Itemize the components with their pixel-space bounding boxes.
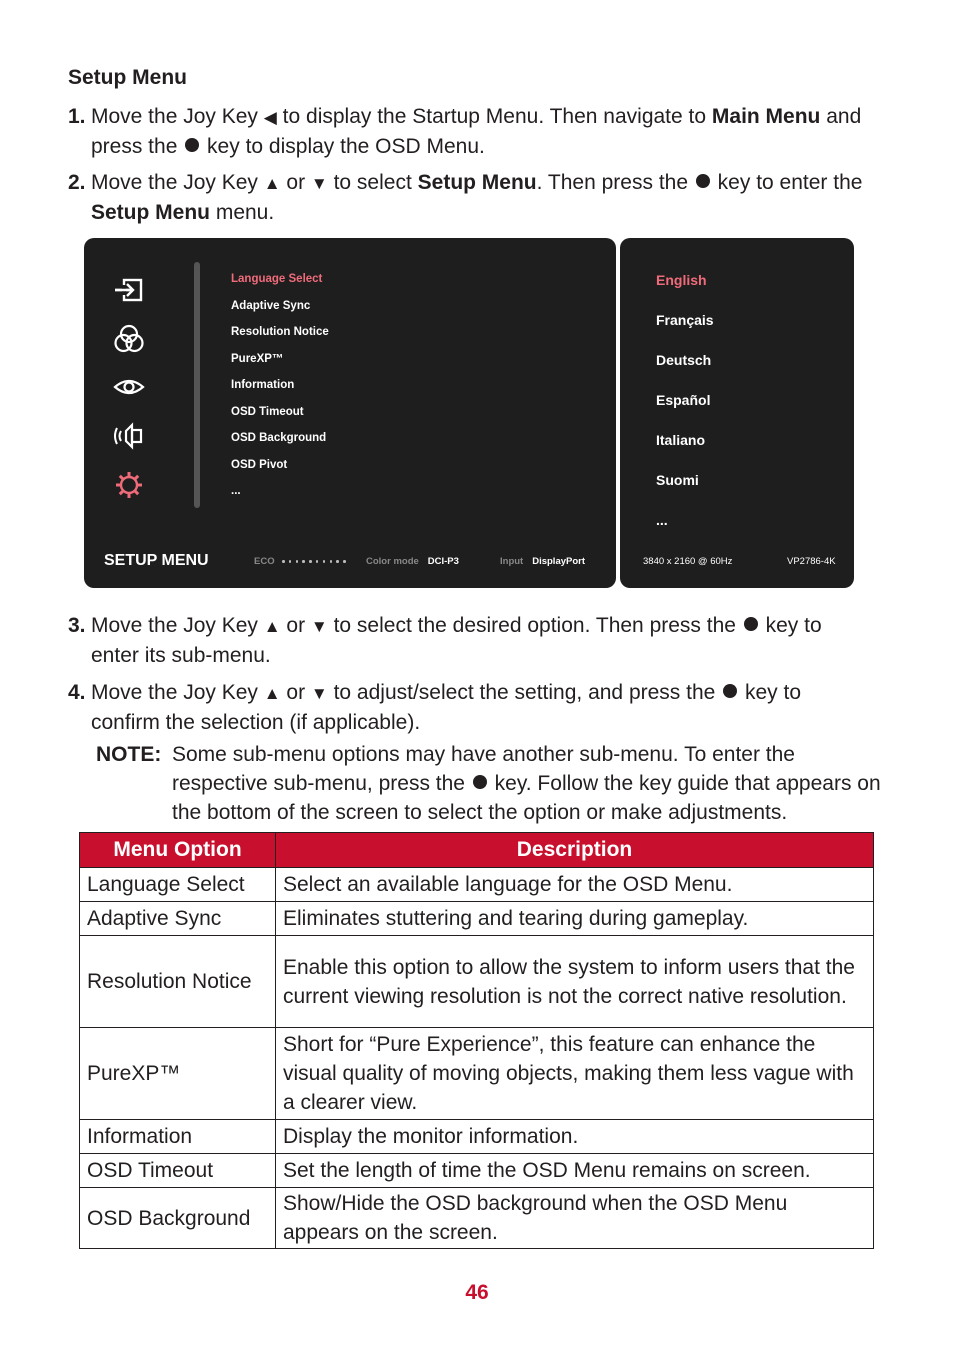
note-text: Some sub-menu options may have another sub-menu. To enter the respective sub-menu, press the	[172, 743, 795, 795]
option-cell: OSD Background	[80, 1188, 276, 1249]
note-text: key. Follow the key guide that appears on the bottom of the screen to select the option or make adjustments.	[172, 772, 881, 824]
step-text: and press the	[91, 105, 862, 158]
section-title: Setup Menu	[68, 66, 187, 89]
step-emphasis: Main Menu	[711, 105, 821, 128]
osd-item-purexp[interactable]: PureXP™	[231, 352, 284, 365]
step-text: Move the Joy Key	[91, 171, 264, 194]
down-arrow-icon: ▼	[310, 684, 328, 703]
language-option[interactable]: Français	[656, 312, 714, 328]
option-cell: Information	[80, 1120, 276, 1154]
press-key-icon	[696, 174, 710, 188]
language-option[interactable]: English	[656, 272, 707, 288]
step-text: key to enter the	[711, 171, 863, 194]
input-status	[500, 556, 585, 567]
option-cell: Language Select	[80, 868, 276, 902]
table-row	[80, 902, 874, 936]
table-row	[80, 1028, 874, 1120]
osd-item-language-select[interactable]: Language Select	[231, 273, 323, 285]
step-text: to display the Startup Menu. Then navigate to	[276, 105, 712, 128]
description-cell: Select an available language for the OSD Menu.	[276, 868, 874, 902]
table-row	[80, 1154, 874, 1188]
step-number: 2.	[68, 171, 86, 194]
table-row	[80, 1120, 874, 1154]
setup-gear-icon[interactable]	[112, 468, 146, 502]
eye-icon[interactable]	[112, 370, 146, 404]
step-text: or	[280, 614, 311, 637]
step-text: Move the Joy Key	[91, 681, 264, 704]
description-cell: Set the length of time the OSD Menu remains on screen.	[276, 1154, 874, 1188]
option-cell: PureXP™	[80, 1028, 276, 1120]
description-cell: Eliminates stuttering and tearing during gameplay.	[276, 902, 874, 936]
option-cell: OSD Timeout	[80, 1154, 276, 1188]
press-key-icon	[185, 138, 199, 152]
step-number: 3.	[68, 614, 86, 637]
option-cell: Resolution Notice	[80, 936, 276, 1028]
note-label: NOTE:	[96, 743, 162, 766]
step-emphasis: Setup Menu	[417, 171, 537, 194]
table-header: Description	[276, 833, 874, 868]
table-row	[80, 936, 874, 1028]
step-text: key to display the OSD Menu.	[201, 135, 485, 158]
input-value: DisplayPort	[532, 556, 586, 567]
step-text: Move the Joy Key	[91, 614, 264, 637]
step-text: or	[280, 171, 311, 194]
up-arrow-icon: ▲	[263, 684, 281, 703]
description-cell: Enable this option to allow the system to inform users that the current viewing resolution is not the correct native resolution.	[276, 936, 874, 1028]
osd-item-resolution-notice[interactable]: Resolution Notice	[231, 326, 329, 338]
step-number: 1.	[68, 105, 86, 128]
input-label: Input	[500, 556, 524, 567]
step-emphasis: Setup Menu	[91, 201, 210, 224]
color-mode-value: DCI-P3	[427, 556, 459, 567]
table-row	[80, 868, 874, 902]
osd-item-osd-timeout[interactable]: OSD Timeout	[231, 405, 304, 418]
step-text: Move the Joy Key	[91, 105, 264, 128]
language-option[interactable]: Suomi	[656, 472, 699, 488]
up-arrow-icon: ▲	[263, 174, 281, 193]
audio-icon[interactable]	[112, 419, 146, 453]
osd-main-panel	[84, 238, 616, 588]
osd-menu-list	[231, 273, 329, 512]
description-cell: Short for “Pure Experience”, this feature can enhance the visual quality of moving objects, making them less vague with a clearer view.	[276, 1028, 874, 1120]
color-mode-status	[366, 556, 459, 567]
step-text: menu.	[210, 201, 275, 224]
eco-label: ECO	[254, 556, 275, 567]
up-arrow-icon: ▲	[263, 617, 281, 636]
language-option[interactable]: ...	[656, 512, 668, 528]
table-header: Menu Option	[80, 833, 276, 868]
osd-item-more[interactable]: ...	[231, 485, 241, 497]
step-text: to select	[327, 171, 418, 194]
press-key-icon	[723, 684, 737, 698]
option-cell: Adaptive Sync	[80, 902, 276, 936]
language-option[interactable]: Deutsch	[656, 352, 712, 368]
osd-item-osd-background[interactable]: OSD Background	[231, 432, 327, 444]
table-header-row	[80, 833, 874, 868]
press-key-icon	[744, 617, 758, 631]
left-arrow-icon: ◀	[263, 108, 277, 127]
language-option[interactable]: Italiano	[656, 432, 706, 448]
osd-item-adaptive-sync[interactable]: Adaptive Sync	[231, 299, 311, 312]
language-option[interactable]: Español	[656, 392, 711, 408]
step-4	[68, 678, 868, 737]
menu-option-table	[79, 832, 874, 1249]
step-number: 4.	[68, 681, 86, 704]
step-text: . Then press the	[536, 171, 694, 194]
step-text: or	[280, 681, 311, 704]
eco-level-indicator	[282, 560, 350, 564]
model-name: VP2786-4K	[787, 556, 836, 567]
osd-item-osd-pivot[interactable]: OSD Pivot	[231, 458, 288, 471]
step-text: to select the desired option. Then press the	[327, 614, 742, 637]
step-text: key to enter its sub-menu.	[91, 614, 822, 667]
step-1	[68, 102, 868, 161]
step-2	[68, 168, 868, 227]
step-text: to adjust/select the setting, and press the	[327, 681, 722, 704]
table-row	[80, 1188, 874, 1249]
osd-item-information[interactable]: Information	[231, 379, 295, 391]
down-arrow-icon: ▼	[310, 617, 328, 636]
resolution-status: 3840 x 2160 @ 60Hz	[643, 556, 733, 567]
color-mode-label: Color mode	[366, 556, 419, 567]
page-number: 46	[465, 1281, 489, 1304]
down-arrow-icon: ▼	[310, 174, 328, 193]
description-cell: Show/Hide the OSD background when the OSD Menu appears on the screen.	[276, 1188, 874, 1249]
osd-title: SETUP MENU	[104, 552, 209, 569]
input-icon[interactable]	[112, 273, 146, 307]
step-3	[68, 611, 868, 670]
osd-scrollbar[interactable]	[194, 262, 200, 508]
step-text: key to confirm the selection (if applicable).	[91, 681, 802, 734]
language-list	[656, 272, 714, 552]
description-cell: Display the monitor information.	[276, 1120, 874, 1154]
osd-language-panel	[620, 238, 854, 588]
press-key-icon	[473, 775, 487, 789]
note	[96, 740, 896, 827]
color-icon[interactable]	[112, 322, 146, 356]
